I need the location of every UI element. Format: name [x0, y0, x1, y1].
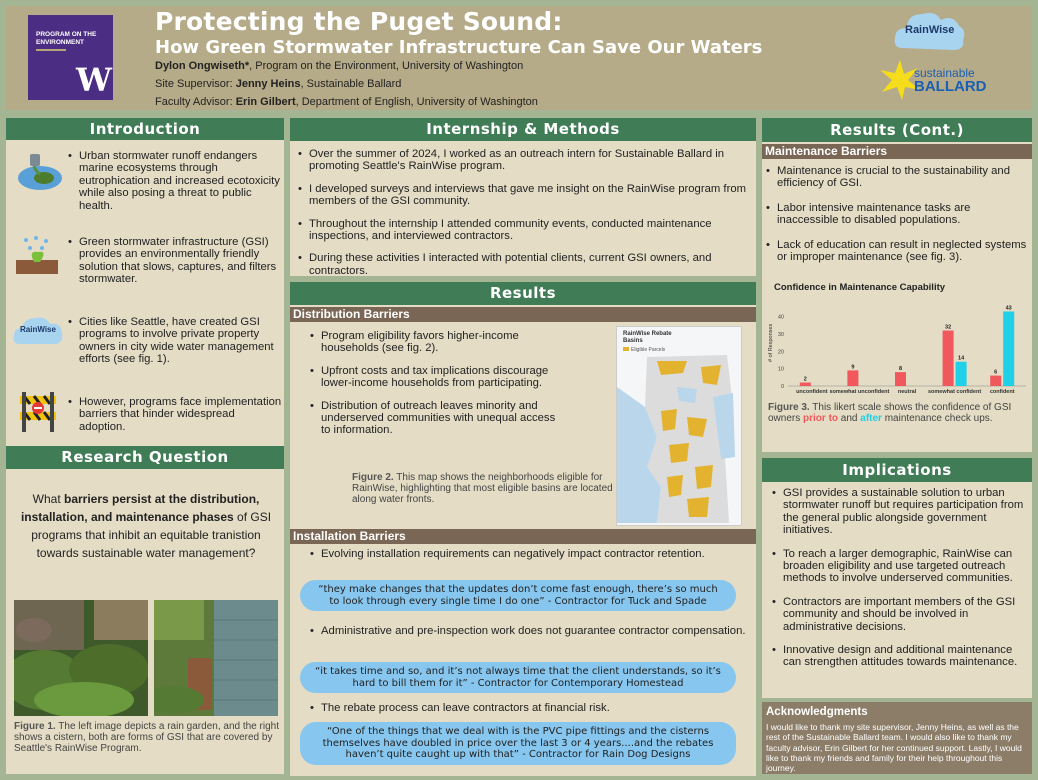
figure-3-after-label: after: [860, 413, 882, 424]
figure-2-caption: [352, 472, 614, 505]
polluted-water-icon: [14, 150, 62, 192]
map-title: RainWise Rebate Basins: [623, 331, 672, 344]
methods-heading: Internship & Methods: [290, 118, 756, 141]
chart-bar: [895, 372, 906, 386]
acknowledgments-text: I would like to thank my site supervisor, Jenny Heins, as well as the rest of the Sustainable Ballard team. I would also like to thank my faculty advisor, Erin Gilbert for her continued support. Lastly, I would like to thank my friends and family for their help throughout this journey.: [766, 722, 1022, 774]
supervisor-name: Jenny Heins: [235, 78, 301, 90]
logo-bar: [36, 49, 66, 51]
supervisor-line: [155, 78, 401, 90]
rainwise-logo-text: RainWise: [905, 24, 955, 36]
sb-logo-line1: sustainable: [914, 66, 975, 80]
figure-2-label: Figure 2.: [352, 472, 394, 483]
installation-heading: Installation Barriers: [290, 529, 756, 544]
list-item: • Urban stormwater runoff endangers marine ecosystems through eutrophication and increased ecotoxicity while also posing a threat to public health.: [68, 150, 282, 236]
list-item: • The rebate process can leave contractors at financial risk.: [310, 702, 750, 714]
list-item: • However, programs face implementation barriers that hinder widespread adoption.: [68, 396, 282, 433]
implications-list: [772, 487, 1026, 669]
distribution-heading: Distribution Barriers: [290, 307, 756, 322]
results-cont-heading: Results (Cont.): [762, 118, 1032, 142]
results-heading: Results: [290, 282, 756, 305]
methods-list: [298, 148, 750, 277]
list-item: • Throughout the internship I attended community events, conducted maintenance inspections, and interviewed contractors.: [298, 218, 750, 243]
list-item: • During these activities I interacted with potential clients, current GSI owners, and contractors.: [298, 252, 750, 277]
list-item: • Administrative and pre-inspection work does not guarantee contractor compensation.: [310, 623, 750, 639]
list-item: • Contractors are important members of the GSI community and should be involved in administrative decisions.: [772, 596, 1026, 633]
advisor-dept: , Department of English, University of Washington: [295, 96, 538, 108]
rq-part-1: What: [32, 492, 64, 506]
bar-value-label: 43: [1005, 305, 1012, 312]
bar-value-label: 9: [851, 364, 855, 371]
bar-value-label: 2: [803, 376, 807, 383]
y-tick-label: 20: [777, 349, 784, 356]
list-item: • Evolving installation requirements can negatively impact contractor retention.: [310, 546, 750, 562]
uw-program-logo: [28, 15, 113, 100]
list-item: • Program eligibility favors higher-income households (see fig. 2).: [310, 330, 560, 355]
y-tick-label: 10: [777, 366, 784, 373]
chart-bar: [847, 370, 858, 386]
figure-3-text-b: maintenance check ups.: [881, 413, 993, 424]
author-line: [155, 60, 523, 72]
bar-value-label: 6: [994, 369, 998, 376]
rainwise-basins-map: [616, 326, 742, 526]
rain-garden-photo: [14, 600, 148, 716]
contractor-quote-1: “they make changes that the updates don’t come fast enough, there’s so much to look through every single time I do one” - Contractor for Tuck and Spade: [300, 580, 736, 611]
bar-value-label: 8: [898, 366, 903, 373]
research-question-heading: Research Question: [6, 446, 284, 469]
rainwise-logo: [893, 8, 967, 54]
author-affiliation: , Program on the Environment, University of Washington: [249, 60, 524, 72]
y-tick-label: 40: [777, 314, 784, 321]
list-item: • Cities like Seattle, have created GSI programs to involve private property owners in city wide water management efforts (see fig. 1).: [68, 316, 282, 396]
list-item: • Green stormwater infrastructure (GSI) provides an environmentally friendly solution that slows, captures, and filters stormwater.: [68, 236, 282, 316]
uw-w-icon: W: [76, 61, 112, 99]
chart-bar: [1003, 311, 1014, 386]
list-item: • Innovative design and additional maintenance can strengthen attitudes towards maintenance.: [772, 644, 1026, 669]
x-tick-label: somewhat unconfident: [829, 389, 890, 395]
author-name: Dylon Ongwiseth*: [155, 60, 250, 72]
supervisor-org: , Sustainable Ballard: [300, 78, 402, 90]
figure-3-label: Figure 3.: [768, 402, 810, 413]
chart-bar: [956, 362, 967, 386]
bar-value-label: 14: [958, 355, 965, 362]
cistern-photo: [154, 600, 278, 716]
chart-bar: [800, 383, 811, 386]
figure-3-prior-label: prior to: [803, 413, 839, 424]
acknowledgments-heading: Acknowledgments: [766, 706, 868, 718]
installation-list-2: [310, 623, 750, 639]
map-shapes: [617, 327, 743, 527]
figure-3-caption: [768, 402, 1028, 424]
poster-subtitle: How Green Stormwater Infrastructure Can Save Our Waters: [155, 37, 763, 58]
installation-list-1: [310, 546, 750, 562]
chart-bar: [990, 376, 1001, 386]
figure-2-text: This map shows the neighborhoods eligible for RainWise, highlighting that most eligible basins are located along water fronts.: [352, 472, 613, 505]
x-tick-label: somewhat confident: [928, 389, 982, 395]
list-item: • Labor intensive maintenance tasks are inaccessible to disabled populations.: [766, 202, 1028, 227]
introduction-heading: Introduction: [6, 118, 284, 140]
list-item: • Upfront costs and tax implications discourage lower-income households from participating.: [310, 365, 560, 390]
y-tick-label: 0: [780, 384, 784, 390]
implications-heading: Implications: [762, 458, 1032, 482]
contractor-quote-3: “One of the things that we deal with is the PVC pipe fittings and the cisterns themselves have doubled in price over the last 3 or 4 years....and the rebates haven’t quite caught up with that” - Contractor for Rain Dog Designs: [300, 722, 736, 765]
poster-title: Protecting the Puget Sound:: [155, 7, 563, 36]
maintenance-list: [766, 165, 1028, 263]
figure-3-text-a: This likert scale shows the confidence of GSI owners: [768, 402, 1012, 424]
research-question-text: [14, 490, 278, 562]
rain-garden-icon: [14, 236, 60, 276]
bar-value-label: 32: [945, 324, 952, 331]
supervisor-prefix: Site Supervisor:: [155, 78, 236, 90]
list-item: • Maintenance is crucial to the sustainability and efficiency of GSI.: [766, 165, 1028, 190]
distribution-list: [310, 330, 560, 437]
contractor-quote-2: “it takes time and so, and it’s not always time that the client understands, so it’s hard to bill them for it” - Contractor for Contemporary Homestead: [300, 662, 736, 693]
advisor-name: Erin Gilbert: [235, 96, 296, 108]
chart-y-axis-label: # of Responses: [768, 323, 774, 362]
list-item: • I developed surveys and interviews that gave me insight on the RainWise program from members of the GSI community.: [298, 183, 750, 208]
chart-title: Confidence in Maintenance Capability: [774, 282, 946, 293]
logo-text: PROGRAM ON THE ENVIRONMENT: [36, 31, 97, 47]
list-item: • To reach a larger demographic, RainWise can broaden eligibility and use targeted outreach methods to involve underserved communities.: [772, 548, 1026, 585]
map-legend-label: Eligible Parcels: [631, 347, 666, 353]
installation-list-3: [310, 702, 750, 714]
x-tick-label: unconfident: [796, 389, 828, 395]
advisor-line: [155, 96, 538, 108]
maintenance-heading: Maintenance Barriers: [762, 144, 1032, 159]
y-tick-label: 30: [777, 332, 784, 338]
sustainable-ballard-logo: [878, 58, 987, 102]
list-item: • Lack of education can result in neglected systems or improper maintenance (see fig. 3).: [766, 239, 1028, 264]
list-item: • Over the summer of 2024, I worked as an outreach intern for Sustainable Ballard in promoting Seattle's RainWise program.: [298, 148, 750, 173]
advisor-prefix: Faculty Advisor:: [155, 96, 236, 108]
maintenance-confidence-chart: [764, 278, 1030, 402]
barrier-icon: [16, 392, 60, 432]
list-item: • GSI provides a sustainable solution to urban stormwater runoff but requires participation from the general public alongside government initiatives.: [772, 487, 1026, 537]
rainwise-icon-text: RainWise: [20, 325, 56, 334]
figure-1-text: The left image depicts a rain garden, and the right shows a cistern, both are forms of GSI that are covered by Seattle's RainWise Program.: [14, 721, 279, 754]
figure-1-label: Figure 1.: [14, 721, 56, 732]
figure-3-and: and: [838, 413, 861, 424]
rq-part-3: of GSI programs that inhibit an equitable tranistion towards sustainable water management?: [31, 510, 272, 560]
list-item: • Distribution of outreach leaves minority and underserved communities with unequal access to information.: [310, 400, 560, 437]
x-tick-label: confident: [989, 389, 1015, 395]
x-tick-label: neutral: [897, 389, 917, 395]
figure-1-caption: [14, 721, 280, 754]
rq-emphasis: barriers persist at the distribution, installation, and maintenance phases: [20, 492, 260, 524]
introduction-list: [68, 150, 282, 433]
chart-bar: [943, 331, 954, 386]
sb-logo-line2: BALLARD: [914, 78, 987, 95]
